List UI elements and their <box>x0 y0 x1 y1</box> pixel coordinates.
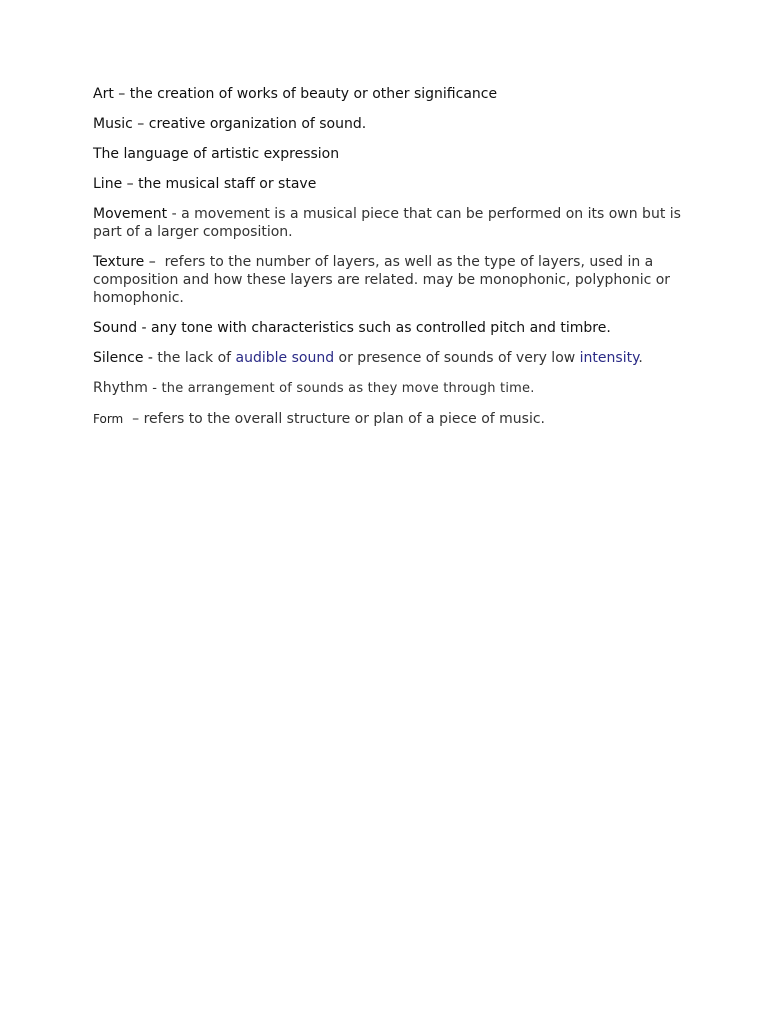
definition-text: the arrangement of sounds as they move through time. <box>161 381 535 396</box>
definition-silence <box>93 349 683 367</box>
separator: – <box>132 116 149 132</box>
definition-sound <box>93 319 683 337</box>
definition-text: or presence of sounds of very low <box>334 350 580 366</box>
term-silence: Silence <box>93 350 144 366</box>
definition-art <box>93 85 683 103</box>
term-music: Music <box>93 116 133 132</box>
intensity-link[interactable]: intensity <box>579 350 639 366</box>
term-texture: Texture <box>93 254 145 270</box>
definition-text: refers to the number of layers, as well as the type of layers, used in a composition and how these layers are related. may be monophonic, polyphonic or homophonic. <box>93 254 671 306</box>
statement-language <box>93 145 683 163</box>
term-art: Art <box>93 86 114 102</box>
definition-text: the creation of works of beauty or other significance <box>129 86 498 102</box>
separator: - <box>143 350 158 366</box>
audible-sound-link[interactable]: audible sound <box>235 350 335 366</box>
definition-text: the lack of <box>157 350 236 366</box>
term-movement: Movement <box>93 206 168 222</box>
definition-text: the musical staff or stave <box>138 176 317 192</box>
definition-text: any tone with characteristics such as controlled pitch and timbre. <box>151 320 611 336</box>
definition-music <box>93 115 683 133</box>
statement-text: The language of artistic expression <box>93 146 340 162</box>
term-form: Form <box>93 412 124 426</box>
definition-text: . <box>638 350 643 366</box>
term-line: Line <box>93 176 123 192</box>
definition-movement <box>93 205 683 241</box>
definition-text: creative organization of sound. <box>148 116 367 132</box>
separator: – <box>144 254 165 270</box>
definition-rhythm <box>93 379 683 398</box>
separator: - <box>137 320 152 336</box>
definitions-list <box>93 85 683 440</box>
separator: - <box>147 381 162 396</box>
separator: – <box>113 86 130 102</box>
separator: – <box>123 411 144 427</box>
definition-texture <box>93 253 683 307</box>
term-sound: Sound <box>93 320 138 336</box>
term-rhythm: Rhythm <box>93 380 148 396</box>
definition-line <box>93 175 683 193</box>
definition-text: a movement is a musical piece that can be performed on its own but is part of a larger composition. <box>93 206 681 240</box>
definition-text: refers to the overall structure or plan of a piece of music. <box>143 411 545 427</box>
definition-form <box>93 410 683 428</box>
separator: - <box>167 206 182 222</box>
separator: – <box>122 176 139 192</box>
